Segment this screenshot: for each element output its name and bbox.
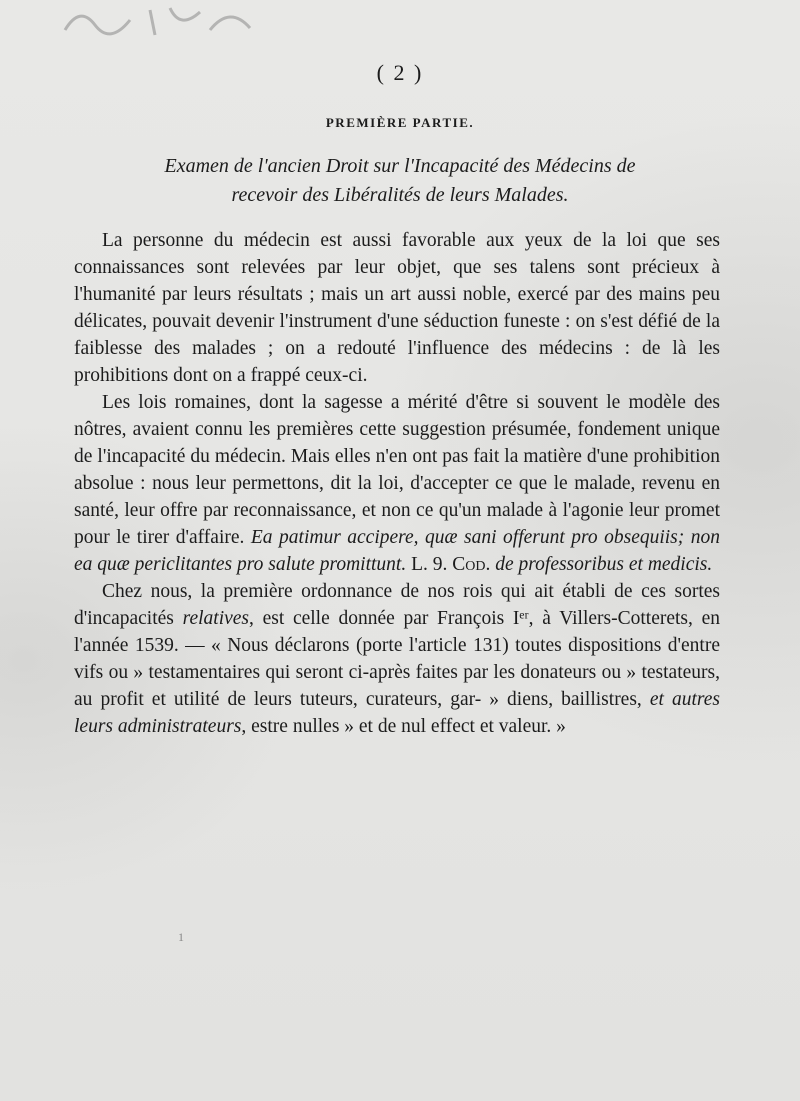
footer-mark: 1 bbox=[178, 930, 184, 944]
citation: L. 9. bbox=[411, 554, 448, 575]
paragraph-3-text-before: Chez nous, la première ordonnance de nos rois qui ait établi de ces sortes d'incapacités bbox=[74, 581, 720, 629]
italic-phrase: et autres leurs administrateurs bbox=[74, 689, 720, 737]
section-title-line-2: recevoir des Libéralités de leurs Malades. bbox=[231, 184, 569, 206]
section-title bbox=[60, 152, 740, 210]
paragraph-3-text-after: , est celle donnée par François Iᵉʳ, à Villers-Cotterets, en l'année 1539. — « Nous déclarons (porte l'article 131) toutes dispositions d'entre vifs ou » testamentaires qui seront ci-après faites par les donateurs ou » testateurs, au profit et utilité de leurs tuteurs, curateurs, gar- » diens, baillistres, bbox=[74, 608, 721, 710]
relatives-word: relatives bbox=[182, 608, 250, 629]
handwritten-mark bbox=[60, 0, 260, 40]
latin-quote: Ea patimur accipere, quæ sani offerunt pro obsequiis; non ea quæ periclitantes pro salute promittunt. bbox=[74, 527, 720, 575]
part-heading: PREMIÈRE PARTIE. bbox=[325, 115, 475, 130]
paragraph-1: La personne du médecin est aussi favorable aux yeux de la loi que ses connaissances sont relevées par leur objet, que ses talens sont précieux à l'humanité par leurs résultats ; mais un art aussi noble, exercé par des mains peu délicates, pouvait devenir l'instrument d'une séduction funeste : on s'est défié de la faiblesse des malades ; on a redouté l'influence des médecins : de là les prohibitions dont on a frappé ceux-ci. bbox=[74, 230, 720, 386]
citation-title: de professoribus et medicis. bbox=[495, 554, 713, 575]
page-number: ( 2 ) bbox=[376, 60, 424, 85]
paragraph-3 bbox=[74, 578, 720, 740]
section-title-line-1: Examen de l'ancien Droit sur l'Incapacité des Médecins de bbox=[164, 155, 636, 177]
citation-code: Cod. bbox=[452, 554, 491, 575]
paragraph-2-text: Les lois romaines, dont la sagesse a mérité d'être si souvent le modèle des nôtres, avaient connu les premières cette suggestion présumée, fondement unique de l'incapacité du médecin. Mais elles n'en ont pas fait la matière d'une prohibition absolue : nous leur permettons, dit la loi, d'accepter ce que le malade, revenu en santé, leur offre par reconnaissance, et non ce qu'un malade à l'agonie leur promet pour le tirer d'affaire. bbox=[74, 392, 720, 548]
paragraph-3-ending: , estre nulles » et de nul effect et valeur. » bbox=[241, 716, 566, 737]
paragraph-2 bbox=[74, 389, 720, 578]
body-text bbox=[74, 227, 720, 740]
